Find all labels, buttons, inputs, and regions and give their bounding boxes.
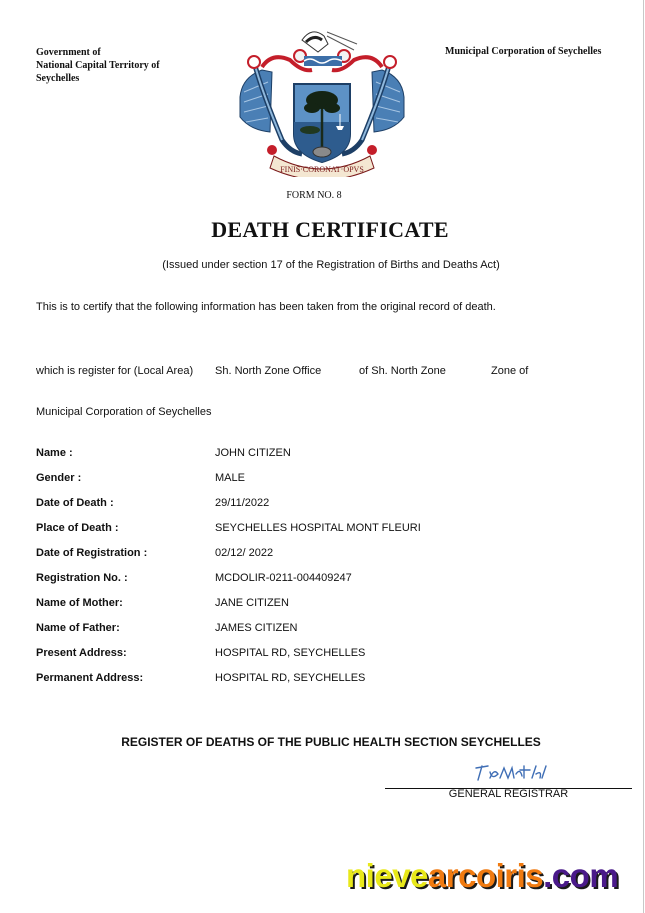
watermark-part-1: nieve	[346, 857, 428, 894]
coat-of-arms-icon	[232, 22, 412, 177]
motto-text: FINIS·CORONAT·OPVS	[280, 165, 364, 174]
watermark-part-2: arcoiris	[427, 857, 544, 894]
website-watermark	[346, 857, 618, 895]
date-of-registration-label: Date of Registration :	[36, 547, 148, 559]
name-label: Name :	[36, 447, 73, 459]
gender-label: Gender :	[36, 472, 82, 484]
place-of-death-value: SEYCHELLES HOSPITAL MONT FLEURI	[215, 522, 421, 534]
government-header	[36, 46, 216, 85]
gender-value: MALE	[215, 472, 245, 484]
area-prefix: which is register for (Local Area)	[36, 365, 194, 377]
date-of-death-label: Date of Death :	[36, 497, 114, 509]
government-line-1: Government of	[36, 47, 101, 58]
name-value: JOHN CITIZEN	[215, 447, 291, 459]
permanent-address-value: HOSPITAL RD, SEYCHELLES	[215, 672, 366, 684]
present-address-value: HOSPITAL RD, SEYCHELLES	[215, 647, 366, 659]
government-line-3: Seychelles	[36, 73, 80, 84]
government-line-2: National Capital Territory of	[36, 60, 160, 71]
date-of-death-value: 29/11/2022	[215, 497, 270, 509]
father-name-label: Name of Father:	[36, 622, 120, 634]
place-of-death-label: Place of Death :	[36, 522, 119, 534]
municipal-header: Municipal Corporation of Seychelles	[445, 46, 602, 57]
general-registrar-label: GENERAL REGISTRAR	[448, 788, 569, 800]
form-number: FORM NO. 8	[286, 190, 342, 201]
zone-name: of Sh. North Zone	[359, 365, 446, 377]
municipality-name: Municipal Corporation of Seychelles	[36, 406, 212, 418]
registration-no-value: MCDOLIR-0211-004409247	[215, 572, 352, 584]
zone-of-label: Zone of	[491, 365, 529, 377]
registration-no-label: Registration No. :	[36, 572, 128, 584]
present-address-label: Present Address:	[36, 647, 127, 659]
father-name-value: JAMES CITIZEN	[215, 622, 298, 634]
zone-office: Sh. North Zone Office	[215, 365, 322, 377]
watermark-part-3: .com	[543, 857, 619, 894]
mother-name-value: JANE CITIZEN	[215, 597, 289, 609]
permanent-address-label: Permanent Address:	[36, 672, 144, 684]
register-heading: REGISTER OF DEATHS OF THE PUBLIC HEALTH SECTION SEYCHELLES	[121, 735, 541, 749]
mother-name-label: Name of Mother:	[36, 597, 123, 609]
signature-icon	[470, 760, 550, 784]
date-of-registration-value: 02/12/ 2022	[215, 547, 274, 559]
certify-statement: This is to certify that the following information has been taken from the original record of death.	[36, 301, 496, 313]
certificate-subtitle: (Issued under section 17 of the Registration of Births and Deaths Act)	[162, 259, 500, 271]
certificate-title: DEATH CERTIFICATE	[211, 217, 449, 242]
